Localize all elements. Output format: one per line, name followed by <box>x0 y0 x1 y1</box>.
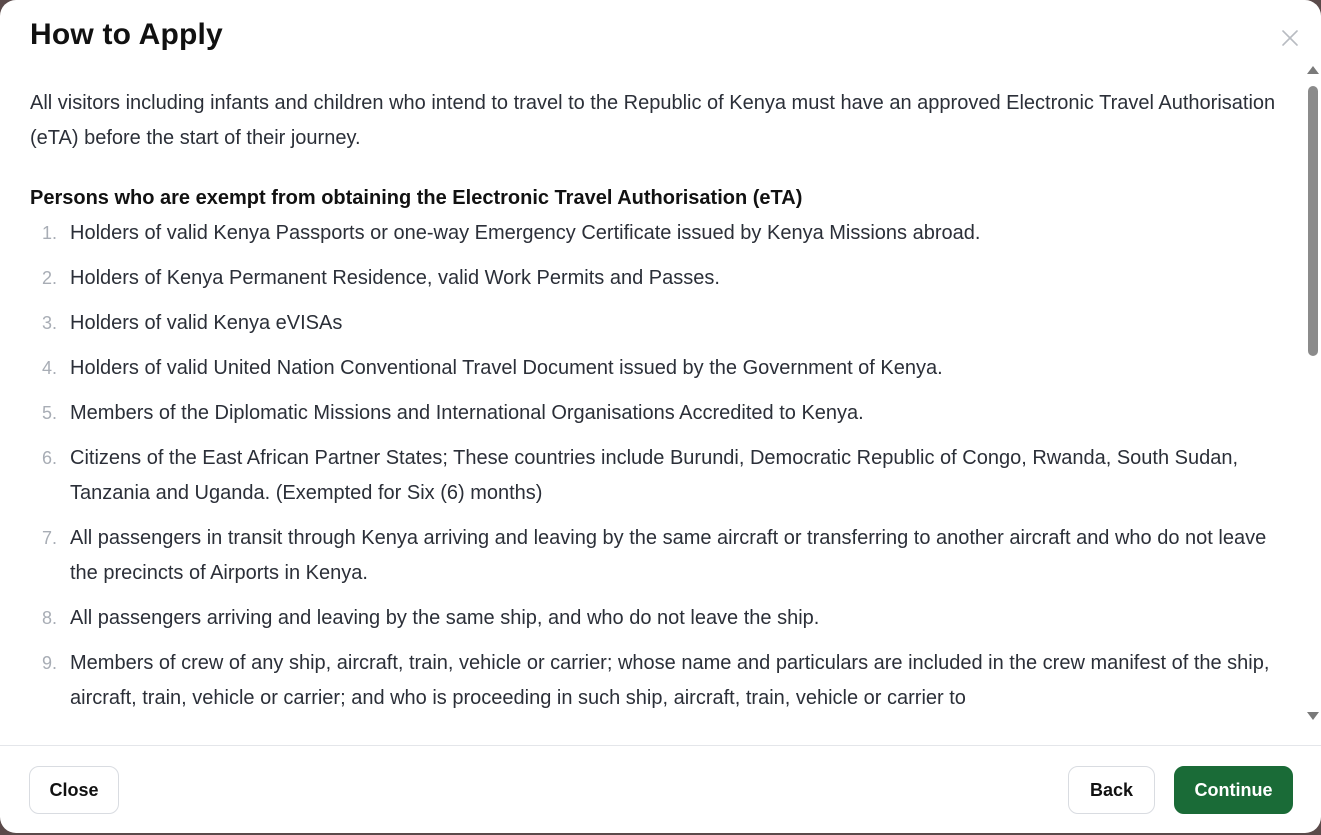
close-button[interactable]: Close <box>29 766 119 814</box>
list-item-text: Members of the Diplomatic Missions and International Organisations Accredited to Kenya. <box>70 402 864 424</box>
dialog-header <box>0 0 1321 76</box>
list-item-number: 9. <box>41 653 57 673</box>
list-item-text: All passengers in transit through Kenya arriving and leaving by the same aircraft or transferring to another aircraft and who do not leave the precincts of Airports in Kenya. <box>70 527 1267 584</box>
exempt-heading: Persons who are exempt from obtaining the Electronic Travel Authorisation (eTA) <box>30 187 803 209</box>
list-item-number: 7. <box>41 528 57 548</box>
scrollbar-thumb[interactable] <box>1308 86 1318 356</box>
dialog-content <box>30 86 1290 726</box>
dialog-body[interactable] <box>0 76 1321 745</box>
list-item-number: 6. <box>41 448 57 468</box>
list-item-text: Citizens of the East African Partner States; These countries include Burundi, Democratic Republic of Congo, Rwanda, South Sudan, Tanzania and Uganda. (Exempted for Six (6) months) <box>70 447 1239 504</box>
list-item-number: 5. <box>41 403 57 423</box>
list-item <box>30 601 1290 636</box>
back-button[interactable]: Back <box>1068 766 1155 814</box>
list-item-number: 3. <box>41 313 57 333</box>
scrollbar[interactable] <box>1305 62 1321 724</box>
exempt-list <box>30 216 1290 716</box>
list-item-number: 4. <box>41 358 57 378</box>
list-item <box>30 521 1290 591</box>
list-item-text: Members of crew of any ship, aircraft, train, vehicle or carrier; whose name and particulars are included in the crew manifest of the ship, aircraft, train, vehicle or carrier; and who is proceeding in such ship, aircraft, train, vehicle or carrier to <box>70 652 1270 709</box>
list-item-text: Holders of valid Kenya Passports or one-way Emergency Certificate issued by Kenya Missions abroad. <box>70 222 981 244</box>
arrow-down-icon[interactable] <box>1307 712 1319 720</box>
list-item <box>30 441 1290 511</box>
list-item-number: 1. <box>41 223 57 243</box>
arrow-up-icon[interactable] <box>1307 66 1319 74</box>
list-item <box>30 261 1290 296</box>
close-icon[interactable] <box>1279 27 1301 49</box>
list-item-number: 8. <box>41 608 57 628</box>
list-item <box>30 646 1290 716</box>
dialog-title: How to Apply <box>30 18 223 51</box>
list-item <box>30 396 1290 431</box>
list-item-text: Holders of Kenya Permanent Residence, valid Work Permits and Passes. <box>70 267 720 289</box>
continue-button[interactable]: Continue <box>1174 766 1293 814</box>
list-item-number: 2. <box>41 268 57 288</box>
list-item-text: Holders of valid Kenya eVISAs <box>70 312 343 334</box>
list-item <box>30 216 1290 251</box>
list-item <box>30 306 1290 341</box>
list-item-text: All passengers arriving and leaving by the same ship, and who do not leave the ship. <box>70 607 820 629</box>
dialog-footer <box>0 745 1321 833</box>
intro-paragraph: All visitors including infants and children who intend to travel to the Republic of Kenya must have an approved Electronic Travel Authorisation (eTA) before the start of their journey. <box>30 92 1276 149</box>
list-item-text: Holders of valid United Nation Conventional Travel Document issued by the Government of Kenya. <box>70 357 943 379</box>
list-item <box>30 351 1290 386</box>
